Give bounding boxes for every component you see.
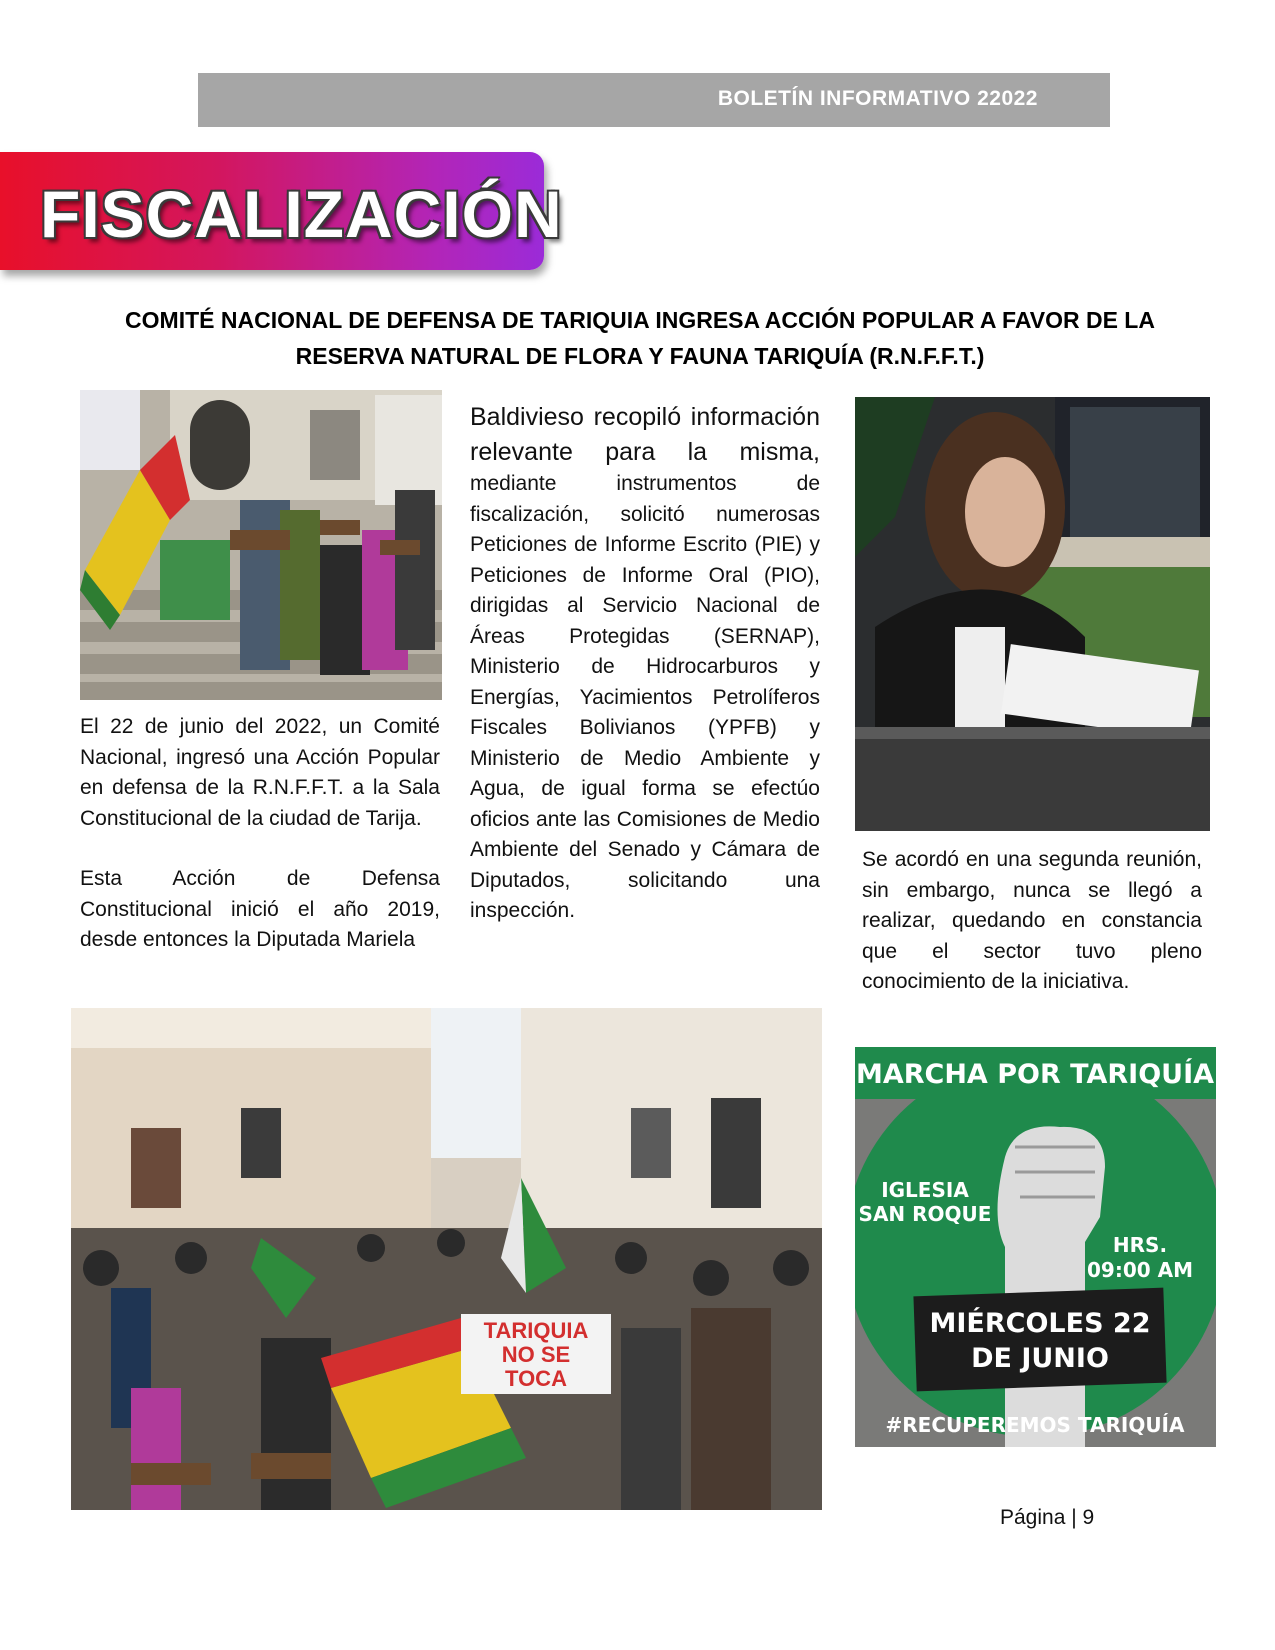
protest-steps-photo: [80, 390, 442, 700]
column-2-body: mediante instrumentos de fiscalización, solicitó numerosas Peticiones de Informe Escrito (PIE) y Peticiones de Informe Oral (PIO), dirigidas al Servicio Nacional de Áreas Protegidas (SERNAP), Ministerio de Hidrocarburos y Energías, Yacimientos Petrolíferos Fiscales Bolivianos (YPFB) y Ministerio de Medio Ambiente y Agua, de igual forma se efectúo oficios ante las Comisiones de Medio Ambiente del Senado y Cámara de Diputados, solicitando una inspección.: [470, 472, 820, 922]
street-march-photo: [71, 1008, 822, 1510]
column-3-paragraph-1: Se acordó en una segunda reunión, sin embargo, nunca se llegó a realizar, quedando en constancia que el sector tuvo pleno conocimiento de la iniciativa.: [862, 848, 1202, 993]
article-column-2: [470, 400, 820, 927]
poster-time-line-1: HRS.: [1112, 1233, 1168, 1257]
section-title: FISCALIZACIÓN: [40, 177, 563, 251]
article-headline: [80, 302, 1200, 374]
poster-place-line-1: IGLESIA: [881, 1178, 969, 1202]
column-2-lead: Baldivieso recopiló información relevante para la misma,: [470, 403, 820, 466]
poster-date-line-1: MIÉRCOLES 22: [929, 1308, 1151, 1339]
article-column-3: [862, 845, 1202, 998]
bulletin-title: BOLETÍN INFORMATIVO 22022: [717, 87, 1038, 110]
page-number: Página | 9: [1000, 1506, 1095, 1529]
column-1-paragraph-1: El 22 de junio del 2022, un Comité Nacional, ingresó una Acción Popular en defensa de la R.N.F.F.T. a la Sala Constitucional de la ciudad de Tarija.: [80, 715, 440, 830]
headline-line-2: RESERVA NATURAL DE FLORA Y FAUNA TARIQUÍA (R.N.F.F.T.): [295, 343, 985, 369]
column-1-paragraph-2: Esta Acción de Defensa Constitucional inició el año 2019, desde entonces la Diputada Mariela: [80, 867, 440, 951]
poster-title: MARCHA POR TARIQUÍA: [855, 1059, 1215, 1090]
legislator-signing-photo: [855, 397, 1210, 831]
banner-line-1: TARIQUIA: [483, 1318, 589, 1343]
column-2-paragraph-1: [470, 400, 820, 927]
section-banner: [0, 152, 563, 270]
banner-line-2: NO SE: [501, 1342, 571, 1367]
article-column-1: [80, 712, 440, 956]
headline-line-1: COMITÉ NACIONAL DE DEFENSA DE TARIQUIA INGRESA ACCIÓN POPULAR A FAVOR DE LA: [125, 307, 1155, 333]
poster-place-line-2: SAN ROQUE: [858, 1202, 992, 1226]
banner-line-3: TOCA: [505, 1366, 567, 1391]
poster-hashtag: #RECUPEREMOS TARIQUÍA: [885, 1413, 1185, 1437]
poster-date-line-2: DE JUNIO: [971, 1343, 1109, 1374]
poster-time-line-2: 09:00 AM: [1086, 1258, 1194, 1282]
header-bar: [198, 73, 1110, 127]
march-poster: [855, 1047, 1216, 1447]
